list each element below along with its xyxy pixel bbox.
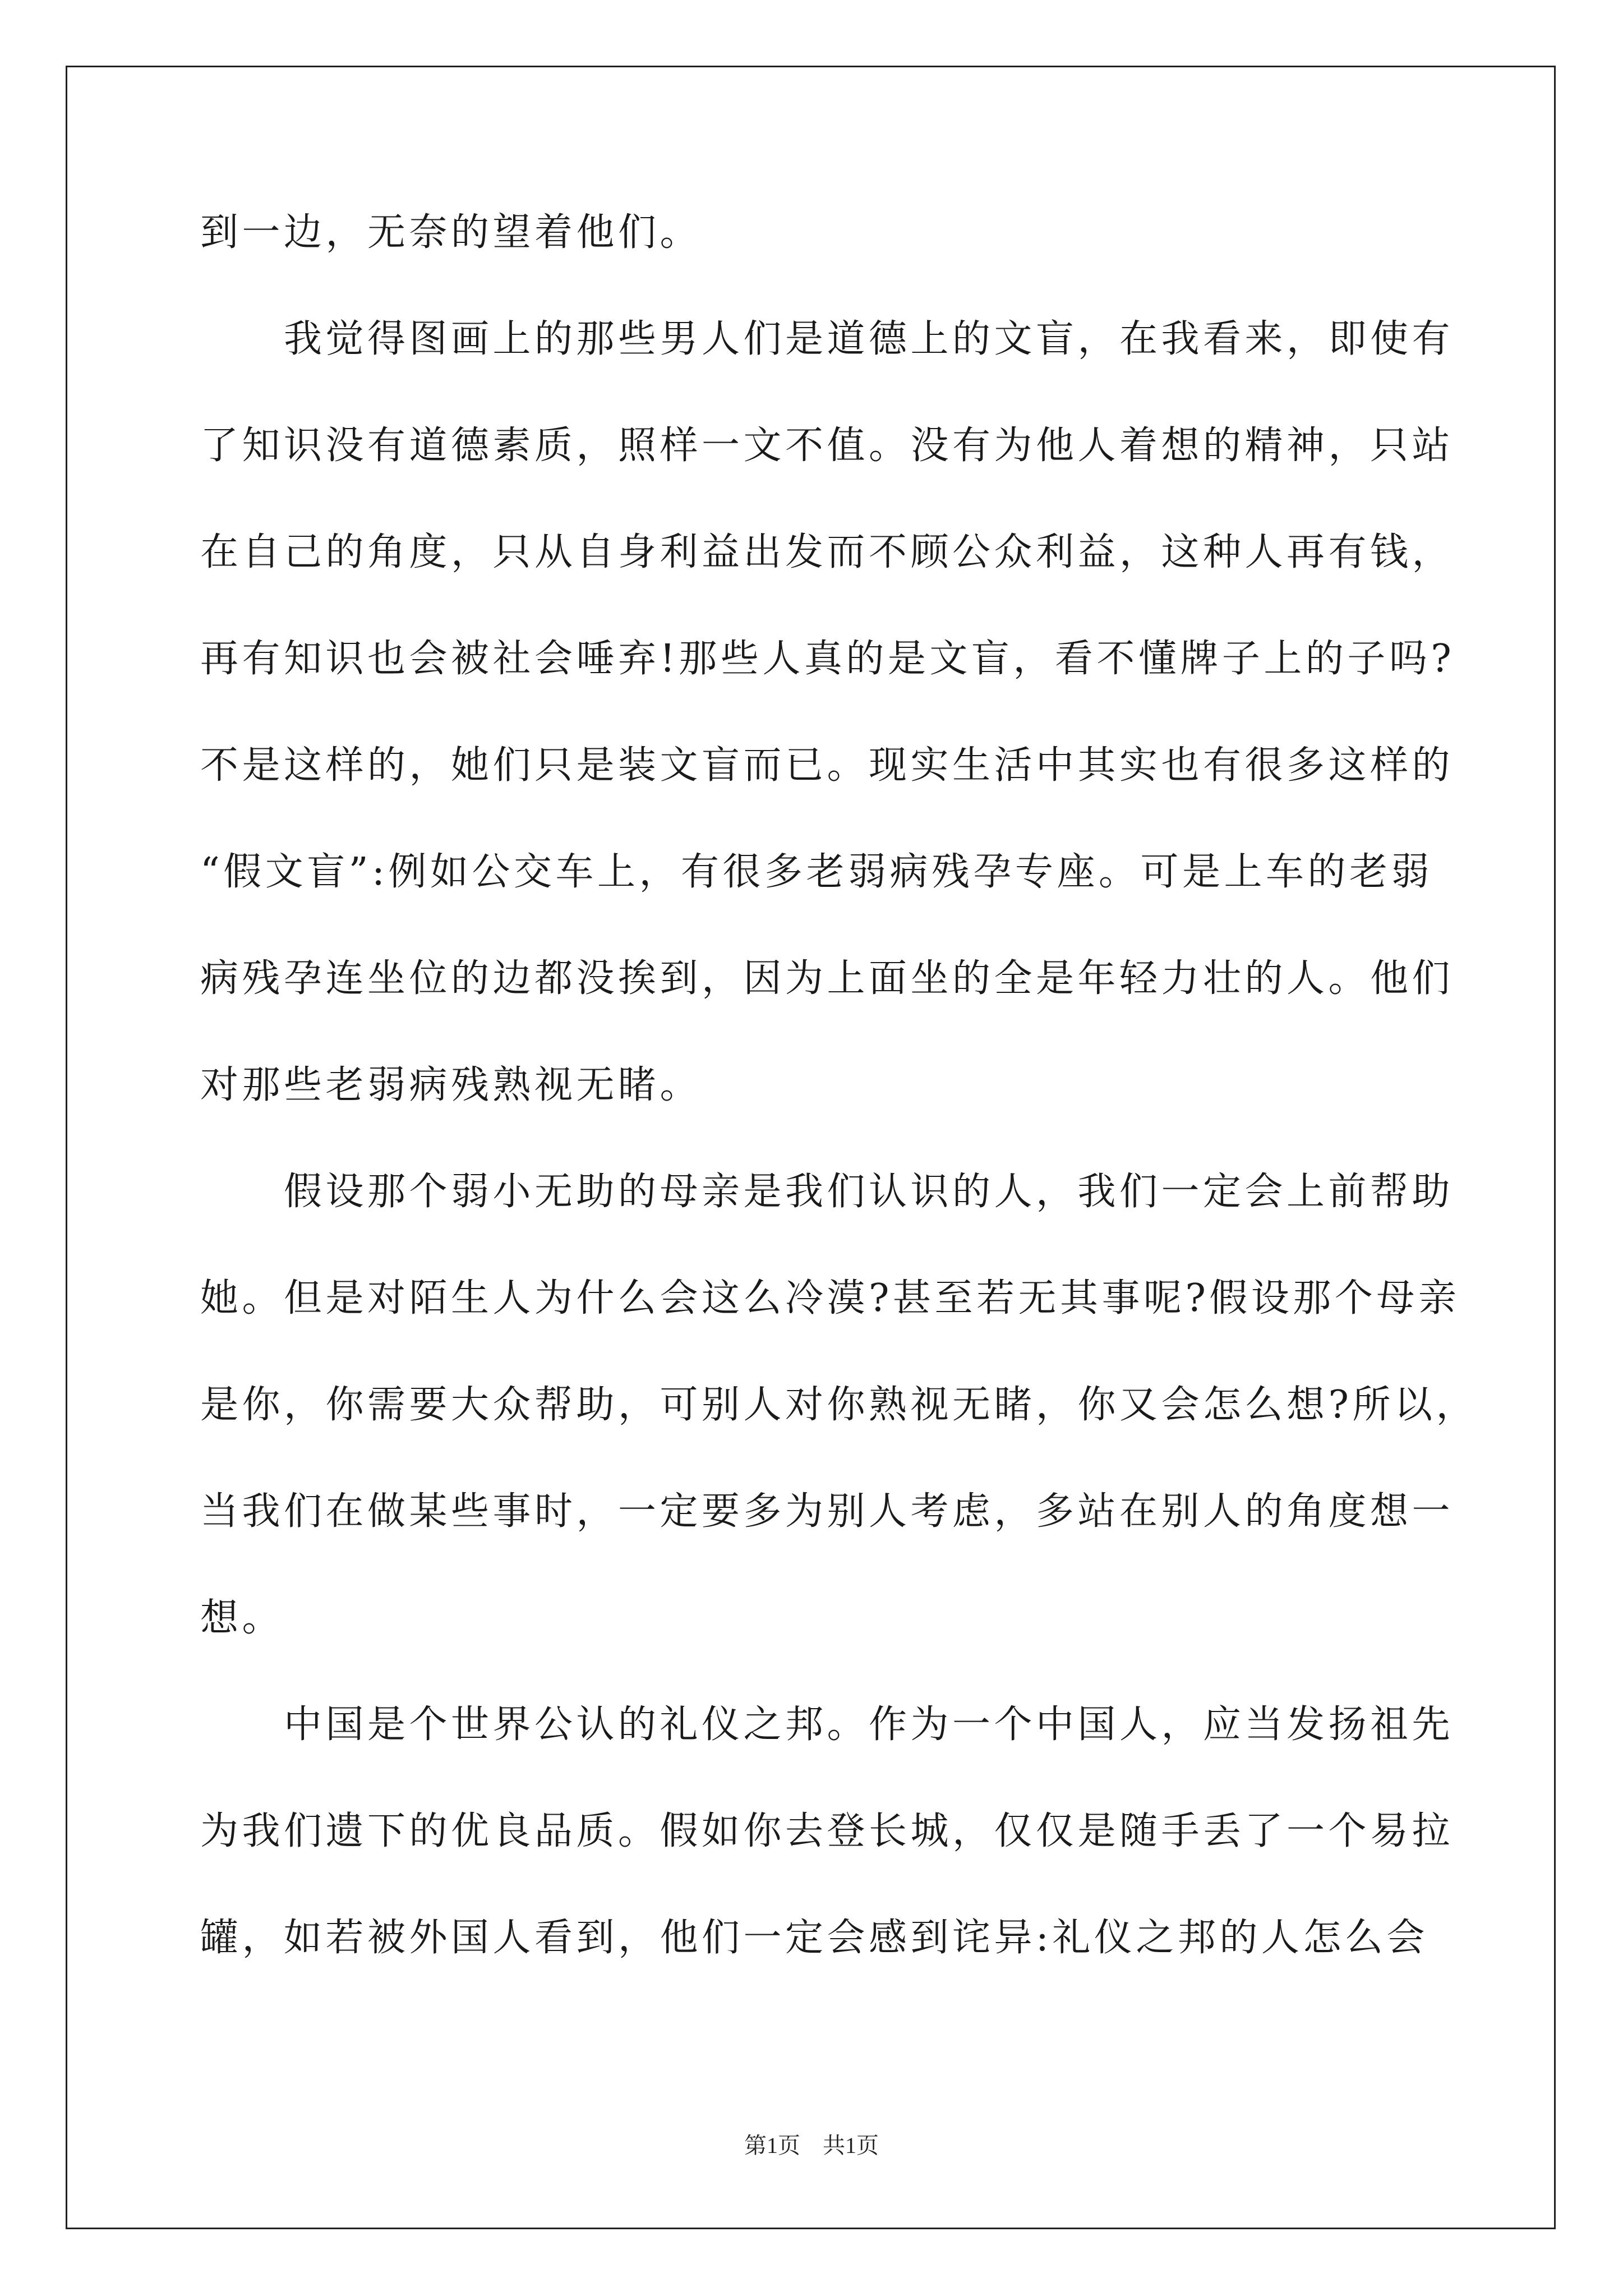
text-line: 当我们在做某些事时，一定要多为别人考虑，多站在别人的角度想一	[200, 1489, 1454, 1534]
text-line: “假文盲”:例如公交车上，有很多老弱病残孕专座。可是上车的老弱	[200, 850, 1433, 894]
text-line: 再有知识也会被社会唾弃!那些人真的是文盲，看不懂牌子上的子吗?	[200, 637, 1455, 681]
text-line: 她。但是对陌生人为什么会这么冷漠?甚至若无其事呢?假设那个母亲	[200, 1276, 1460, 1320]
text-line: 假设那个弱小无助的母亲是我们认识的人，我们一定会上前帮助	[200, 1170, 1454, 1214]
text-line: 不是这样的，她们只是装文盲而已。现实生活中其实也有很多这样的	[200, 743, 1454, 788]
text-line: 想。	[200, 1596, 284, 1640]
text-line: 对那些老弱病残熟视无睹。	[200, 1063, 702, 1107]
text-line: 了知识没有道德素质，照样一文不值。没有为他人着想的精神，只站	[200, 424, 1454, 468]
text-line: 罐，如若被外国人看到，他们一定会感到诧异:礼仪之邦的人怎么会	[200, 1916, 1428, 1960]
text-line: 在自己的角度，只从自身利益出发而不顾公众利益，这种人再有钱，	[200, 530, 1454, 574]
text-line: 到一边，无奈的望着他们。	[200, 210, 702, 255]
page-border	[66, 66, 1556, 2229]
text-line: 中国是个世界公认的礼仪之邦。作为一个中国人，应当发扬祖先	[200, 1703, 1454, 1747]
text-line: 我觉得图画上的那些男人们是道德上的文盲，在我看来，即使有	[200, 317, 1454, 361]
page-number-footer: 第1页 共1页	[744, 2133, 879, 2158]
text-line: 病残孕连坐位的边都没挨到，因为上面坐的全是年轻力壮的人。他们	[200, 956, 1454, 1001]
text-line: 为我们遗下的优良品质。假如你去登长城，仅仅是随手丢了一个易拉	[200, 1809, 1454, 1853]
text-line: 是你，你需要大众帮助，可别人对你熟视无睹，你又会怎么想?所以，	[200, 1383, 1478, 1427]
